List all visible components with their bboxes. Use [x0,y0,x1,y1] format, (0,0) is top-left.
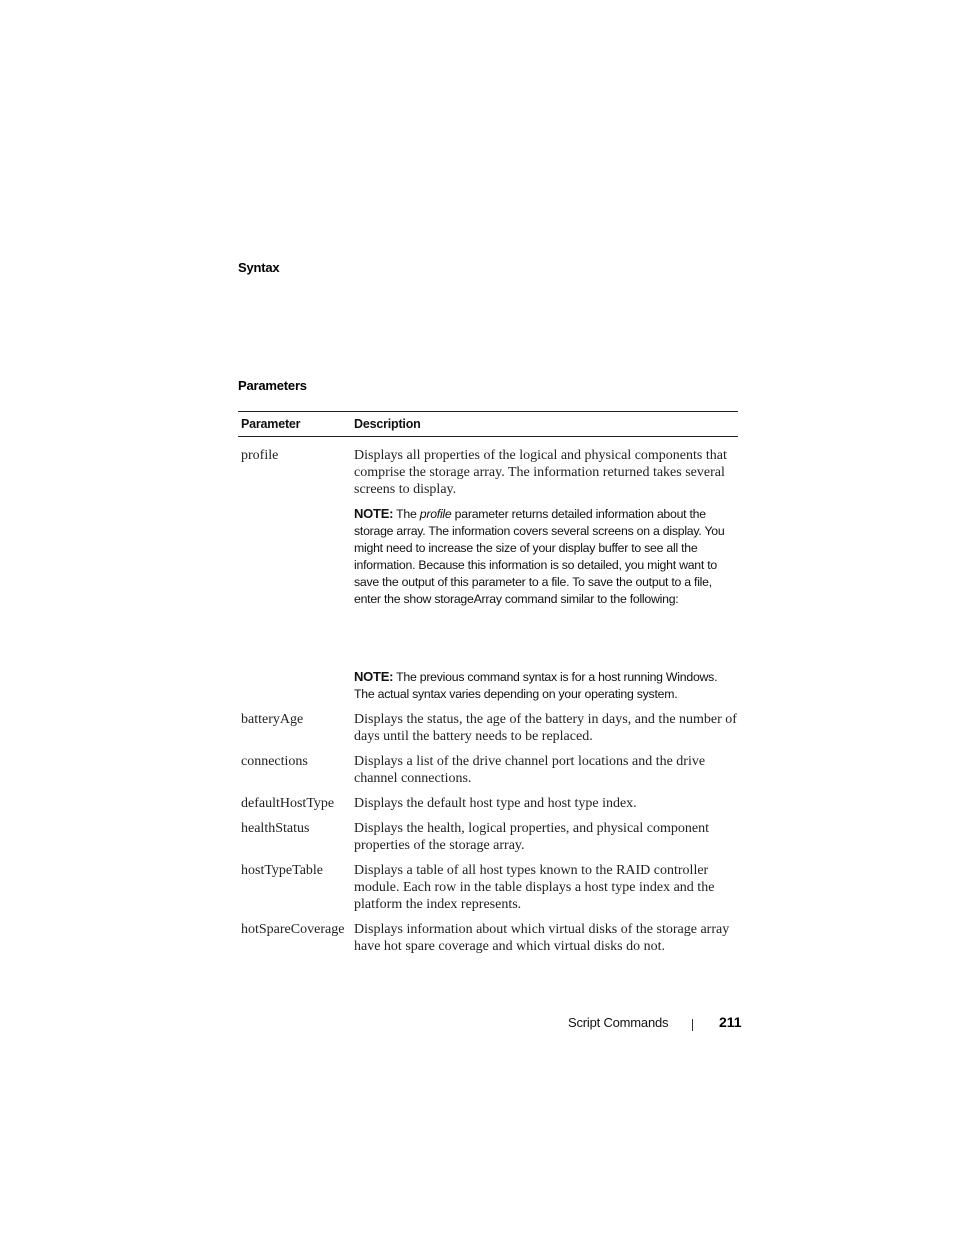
param-description: Displays a table of all host types known to the RAID controller module. Each row in the table displays a host type index and the platform the index represents. [354,863,715,912]
header-parameter: Parameter [241,417,301,431]
note-command: show storageArray [403,592,502,606]
param-name: batteryAge [241,712,304,727]
param-description-cell [354,447,738,703]
table-row [238,862,738,913]
parameters-heading: Parameters [238,378,307,393]
note-text-italic: profile [419,507,452,521]
param-description: Displays information about which virtual disks of the storage array have hot spare coverage and which virtual disks do not. [354,922,730,954]
table-row [238,921,738,955]
parameters-table [238,411,738,955]
param-name: connections [241,754,308,769]
param-name: healthStatus [241,821,310,836]
param-description: Displays a list of the drive channel port locations and the drive channel connections. [354,754,706,786]
note-text: The previous command syntax is for a host running Windows. The actual syntax varies depending on your operating system. [354,670,718,701]
table-row-profile [238,447,738,703]
command-example-area [354,608,738,661]
note-text-pre: The [393,507,420,521]
note-label: NOTE: [354,669,394,684]
page-number: 211 [719,1014,742,1030]
param-name: hostTypeTable [241,863,324,878]
footer-separator [692,1019,693,1031]
note-profile-output [354,505,738,608]
param-description: Displays all properties of the logical and physical components that comprise the storage array. The information returned takes several screens to display. [354,448,727,497]
param-description: Displays the status, the age of the battery in days, and the number of days until the battery needs to be replaced. [354,712,737,744]
note-text-post: command similar to the following: [501,592,679,606]
note-label: NOTE: [354,506,394,521]
param-description: Displays the health, logical properties, and physical component properties of the storage array. [354,821,709,853]
header-description: Description [354,417,421,431]
table-body [238,437,738,955]
syntax-heading: Syntax [238,260,280,275]
note-text-mid: parameter returns detailed information about the storage array. The information covers several screens on a display. You might need to increase the size of your display buffer to see all the information. Because this information is so detailed, you might want to save the output of this parameter to a file. To save the output to a file, enter the [354,507,725,606]
table-row [238,795,738,812]
param-name: defaultHostType [241,796,335,811]
table-row [238,753,738,787]
param-name: profile [241,448,279,463]
table-header [238,412,738,437]
note-syntax-windows [354,668,738,703]
table-row [238,820,738,854]
footer-section-title: Script Commands [568,1015,669,1030]
param-description: Displays the default host type and host type index. [354,796,637,811]
table-row [238,711,738,745]
param-name: hotSpareCoverage [241,922,345,937]
